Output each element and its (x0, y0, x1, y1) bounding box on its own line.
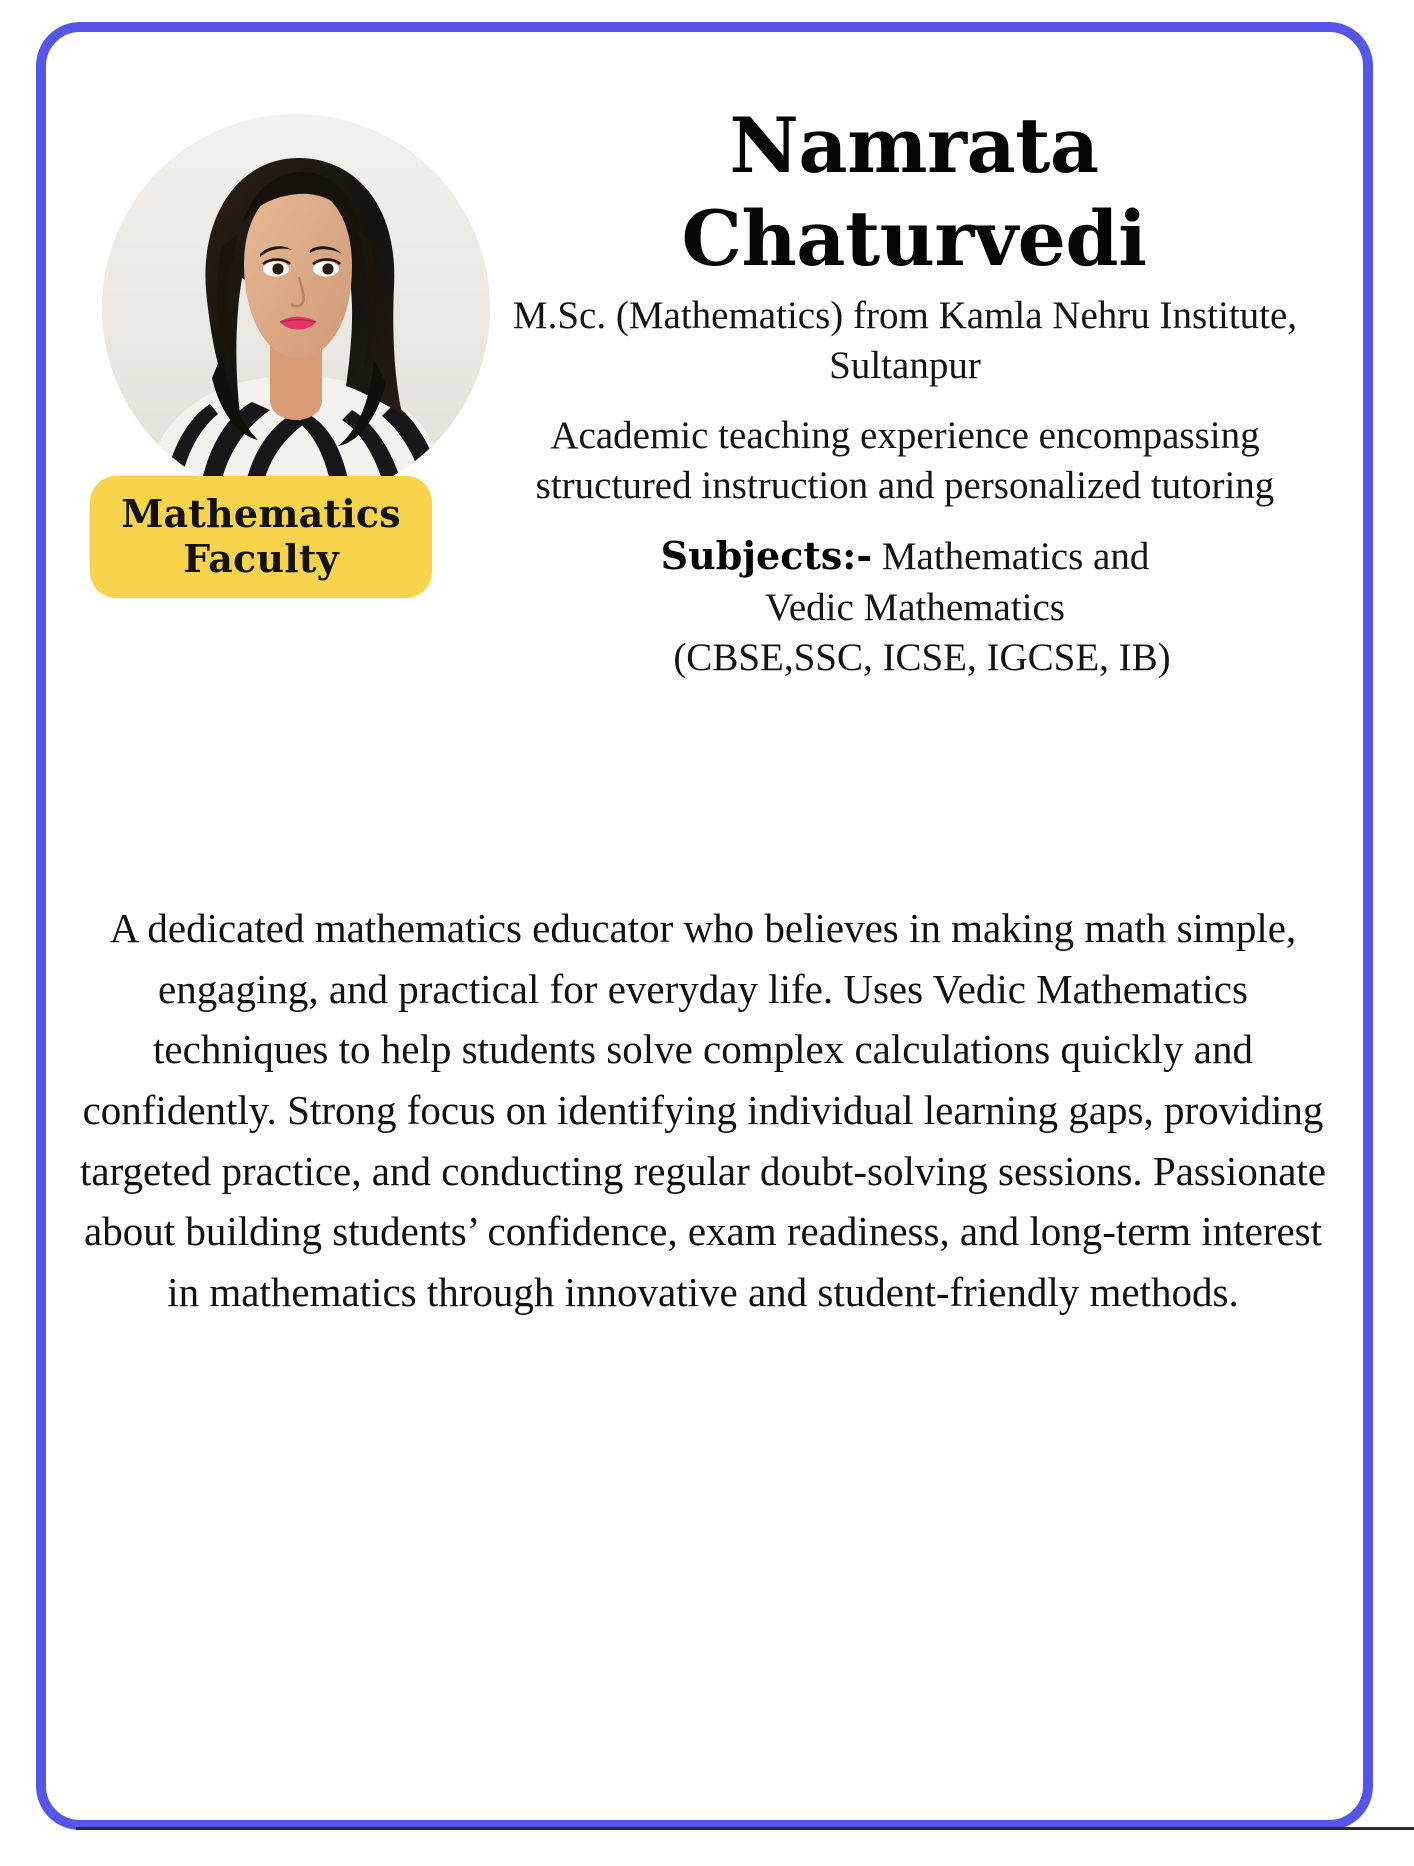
subjects-value-1: Mathematics and (881, 535, 1150, 579)
subjects-label: Subjects:- (660, 533, 873, 579)
subjects-line-2: Vedic Mathematics (765, 585, 1065, 629)
profile-info-column (490, 100, 1320, 684)
faculty-badge-label: Mathematics Faculty (121, 491, 401, 581)
subjects-line-1 (490, 531, 1320, 583)
bio-paragraph: A dedicated mathematics educator who believes in making math simple, engaging, and practical for everyday life. Uses Vedic Mathematics techniques to help students solve complex calculations quickly and confidently. Strong focus on identifying individual learning gaps, providing targeted practice, and conducting regular doubt-solving sessions. Passionate about building students’ confidence, exam readiness, and long-term interest in mathematics through innovative and student-friendly methods. (79, 905, 1326, 1316)
experience-line: Academic teaching experience encompassing structured instruction and personalized tutoring (535, 414, 1275, 508)
profile-header (60, 100, 1350, 720)
subjects-boards-line: (CBSE,SSC, ICSE, IGCSE, IB) (673, 636, 1171, 680)
page-title: Namrata Chaturvedi (681, 101, 1147, 283)
education-line: M.Sc. (Mathematics) from Kamla Nehru Institute, Sultanpur (512, 294, 1298, 388)
subjects-block (490, 531, 1320, 684)
profile-photo (102, 114, 490, 502)
faculty-badge (90, 476, 432, 598)
portrait-illustration (102, 114, 490, 502)
photo-block (80, 114, 480, 614)
